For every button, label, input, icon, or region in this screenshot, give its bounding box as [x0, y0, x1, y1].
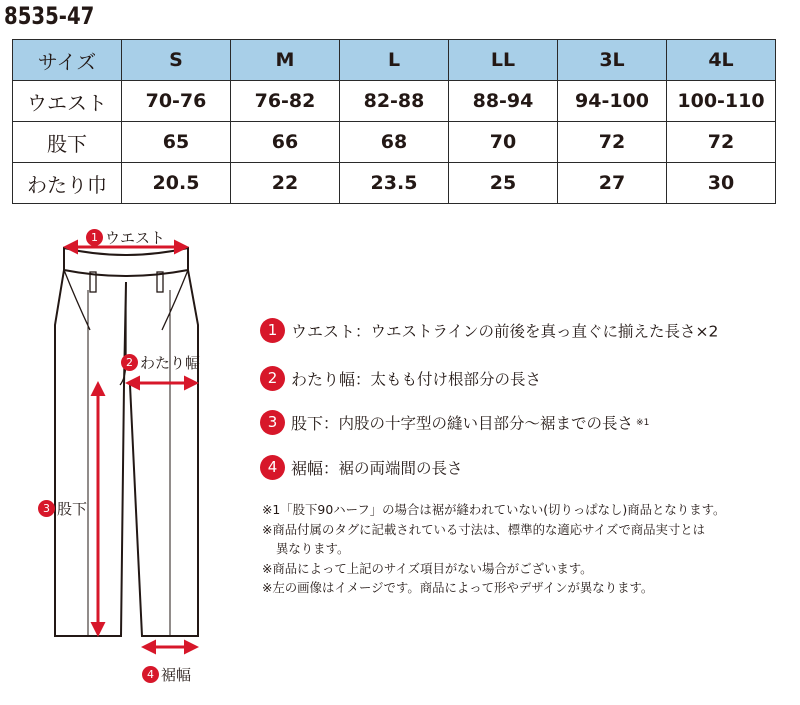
table-cell: 70	[449, 122, 558, 163]
table-cell: 76-82	[231, 81, 340, 122]
header-cell-ll: LL	[449, 40, 558, 81]
pants-outline	[55, 248, 201, 636]
footnote-mark: ※1	[636, 417, 650, 428]
notes	[262, 500, 725, 598]
row-label: わたり巾	[13, 163, 122, 204]
legend-term: 股下	[291, 414, 324, 433]
table-cell: 66	[231, 122, 340, 163]
table-cell: 88-94	[449, 81, 558, 122]
note-line: 異なります。	[276, 541, 350, 556]
diagram-label-inseam	[38, 498, 87, 519]
table-cell: 27	[558, 163, 667, 204]
legend-desc: ：裾の両端間の長さ	[323, 459, 463, 478]
table-cell: 22	[231, 163, 340, 204]
legend-item-hem	[260, 455, 463, 480]
table-cell: 82-88	[340, 81, 449, 122]
legend-term: わたり幅	[291, 370, 356, 389]
measurement-arrows	[66, 247, 196, 647]
legend-item-thigh	[260, 366, 541, 391]
table-cell: 72	[667, 122, 776, 163]
table-cell: 65	[122, 122, 231, 163]
badge-2-icon: 2	[121, 354, 138, 371]
legend-term: ウエスト	[291, 322, 356, 341]
diagram-label-hem	[142, 664, 191, 685]
badge-4-icon: 4	[142, 666, 159, 683]
table-cell: 25	[449, 163, 558, 204]
note-line: ※商品によって上記のサイズ項目がない場合がございます。	[262, 560, 593, 576]
badge-1-icon: 1	[86, 229, 103, 246]
table-cell: 70-76	[122, 81, 231, 122]
product-code: 8535-47	[4, 2, 95, 30]
header-cell-l: L	[340, 40, 449, 81]
diagram-label-waist	[86, 227, 165, 248]
table-cell: 30	[667, 163, 776, 204]
badge-4-icon: 4	[260, 455, 285, 480]
header-cell-size-label: サイズ	[13, 40, 122, 81]
row-label: 股下	[13, 122, 122, 163]
table-cell: 72	[558, 122, 667, 163]
diagram-label-text: 裾幅	[161, 666, 192, 684]
note-line: ※左の画像はイメージです。商品によって形やデザインが異なります。	[262, 580, 654, 595]
badge-1-icon: 1	[260, 318, 285, 343]
header-cell-4l: 4L	[667, 40, 776, 81]
diagram-label-text: わたり幅	[140, 354, 201, 372]
badge-3-icon: 3	[260, 410, 285, 435]
row-label: ウエスト	[13, 81, 122, 122]
table-cell: 100-110	[667, 81, 776, 122]
legend-term: 裾幅	[291, 459, 324, 478]
badge-3-icon: 3	[38, 500, 55, 517]
legend-item-inseam	[260, 410, 649, 435]
legend-desc: ：太もも付け根部分の長さ	[355, 370, 542, 389]
legend-desc: ：内股の十字型の縫い目部分〜裾までの長さ	[323, 414, 634, 433]
table-cell: 20.5	[122, 163, 231, 204]
header-cell-m: M	[231, 40, 340, 81]
badge-2-icon: 2	[260, 366, 285, 391]
diagram-label-thigh	[121, 352, 200, 373]
header-cell-s: S	[122, 40, 231, 81]
diagram-label-text: ウエスト	[105, 229, 166, 247]
table-cell: 68	[340, 122, 449, 163]
legend-item-waist	[260, 318, 718, 343]
diagram-label-text: 股下	[57, 500, 88, 518]
note-line: ※1「股下90ハーフ」の場合は裾が縫われていない(切りっぱなし)商品となります。	[262, 502, 726, 517]
table-cell: 23.5	[340, 163, 449, 204]
legend-desc: ：ウエストラインの前後を真っ直ぐに揃えた長さ×2	[355, 322, 719, 341]
note-line: ※商品付属のタグに記載されている寸法は、標準的な適応サイズで商品実寸とは	[262, 521, 706, 537]
header-cell-3l: 3L	[558, 40, 667, 81]
table-cell: 94-100	[558, 81, 667, 122]
